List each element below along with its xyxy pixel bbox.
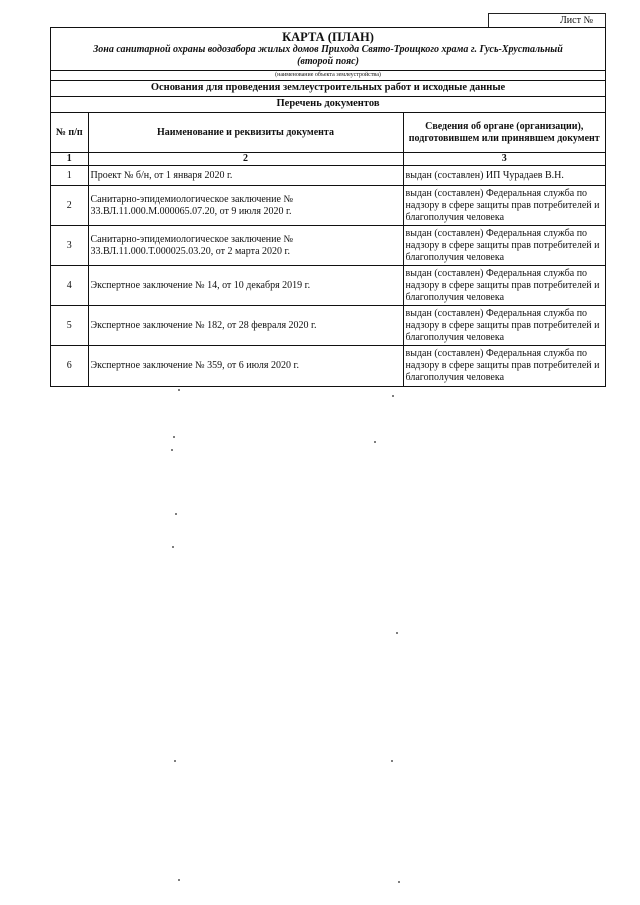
- scan-speck: [175, 513, 177, 515]
- scan-speck: [396, 632, 398, 634]
- document-name: Экспертное заключение № 14, от 10 декабря 2019 г.: [88, 266, 403, 306]
- row-number: 5: [51, 306, 88, 346]
- issuing-organization: выдан (составлен) Федеральная служба по надзору в сфере защиты прав потребителей и благополучия человека: [403, 306, 605, 346]
- scan-speck: [374, 441, 376, 443]
- issuing-organization: выдан (составлен) Федеральная служба по надзору в сфере защиты прав потребителей и благополучия человека: [403, 346, 605, 386]
- document-name: Санитарно-эпидемиологическое заключение № 33.ВЛ.11.000.М.000065.07.20, от 9 июля 2020 г.: [88, 186, 403, 226]
- document-frame: [50, 27, 606, 387]
- scan-speck: [171, 449, 173, 451]
- table-row: [51, 166, 605, 186]
- header-name: Наименование и реквизиты документа: [88, 113, 403, 153]
- document-name: Экспертное заключение № 359, от 6 июля 2020 г.: [88, 346, 403, 386]
- header-org: Сведения об органе (организации), подготовившем или принявшем документ: [403, 113, 605, 153]
- row-number: 1: [51, 166, 88, 186]
- scan-speck: [178, 879, 180, 881]
- document-name: Проект № б/н, от 1 января 2020 г.: [88, 166, 403, 186]
- issuing-organization: выдан (составлен) Федеральная служба по надзору в сфере защиты прав потребителей и благополучия человека: [403, 226, 605, 266]
- scan-speck: [398, 881, 400, 883]
- scan-speck: [172, 546, 174, 548]
- issuing-organization: выдан (составлен) ИП Чурадаев В.Н.: [403, 166, 605, 186]
- col-number: 3: [403, 153, 605, 166]
- scan-speck: [392, 395, 394, 397]
- object-caption: (наименование объекта землеустройства): [275, 72, 381, 78]
- table-row: [51, 306, 605, 346]
- table-row: [51, 226, 605, 266]
- list-title: Перечень документов: [51, 96, 605, 112]
- sheet-label: Лист №: [560, 15, 593, 26]
- row-number: 2: [51, 186, 88, 226]
- sheet-number-box: [488, 13, 606, 27]
- column-number-row: [51, 153, 605, 166]
- document-name: Санитарно-эпидемиологическое заключение № 33.ВЛ.11.000.Т.000025.03.20, от 2 марта 2020 г.: [88, 226, 403, 266]
- object-name-line2: (второй пояс): [297, 56, 359, 67]
- table-header-row: [51, 113, 605, 153]
- row-number: 3: [51, 226, 88, 266]
- table-row: [51, 186, 605, 226]
- row-number: 4: [51, 266, 88, 306]
- scan-speck: [391, 760, 393, 762]
- object-name-line1: Зона санитарной охраны водозабора жилых домов Прихода Свято-Троицкого храма г. Гусь-Хрустальный: [93, 44, 563, 55]
- col-number: 2: [88, 153, 403, 166]
- scan-speck: [174, 760, 176, 762]
- scan-speck: [178, 389, 180, 391]
- document-name: Экспертное заключение № 182, от 28 февраля 2020 г.: [88, 306, 403, 346]
- scan-speck: [173, 436, 175, 438]
- document-title: КАРТА (ПЛАН): [282, 30, 374, 44]
- documents-table: [51, 112, 605, 386]
- table-row: [51, 266, 605, 306]
- section-title: Основания для проведения землеустроительных работ и исходные данные: [51, 80, 605, 96]
- row-number: 6: [51, 346, 88, 386]
- col-number: 1: [51, 153, 88, 166]
- title-block: [51, 28, 605, 68]
- header-num: № п/п: [51, 113, 88, 153]
- issuing-organization: выдан (составлен) Федеральная служба по надзору в сфере защиты прав потребителей и благополучия человека: [403, 266, 605, 306]
- table-row: [51, 346, 605, 386]
- issuing-organization: выдан (составлен) Федеральная служба по надзору в сфере защиты прав потребителей и благополучия человека: [403, 186, 605, 226]
